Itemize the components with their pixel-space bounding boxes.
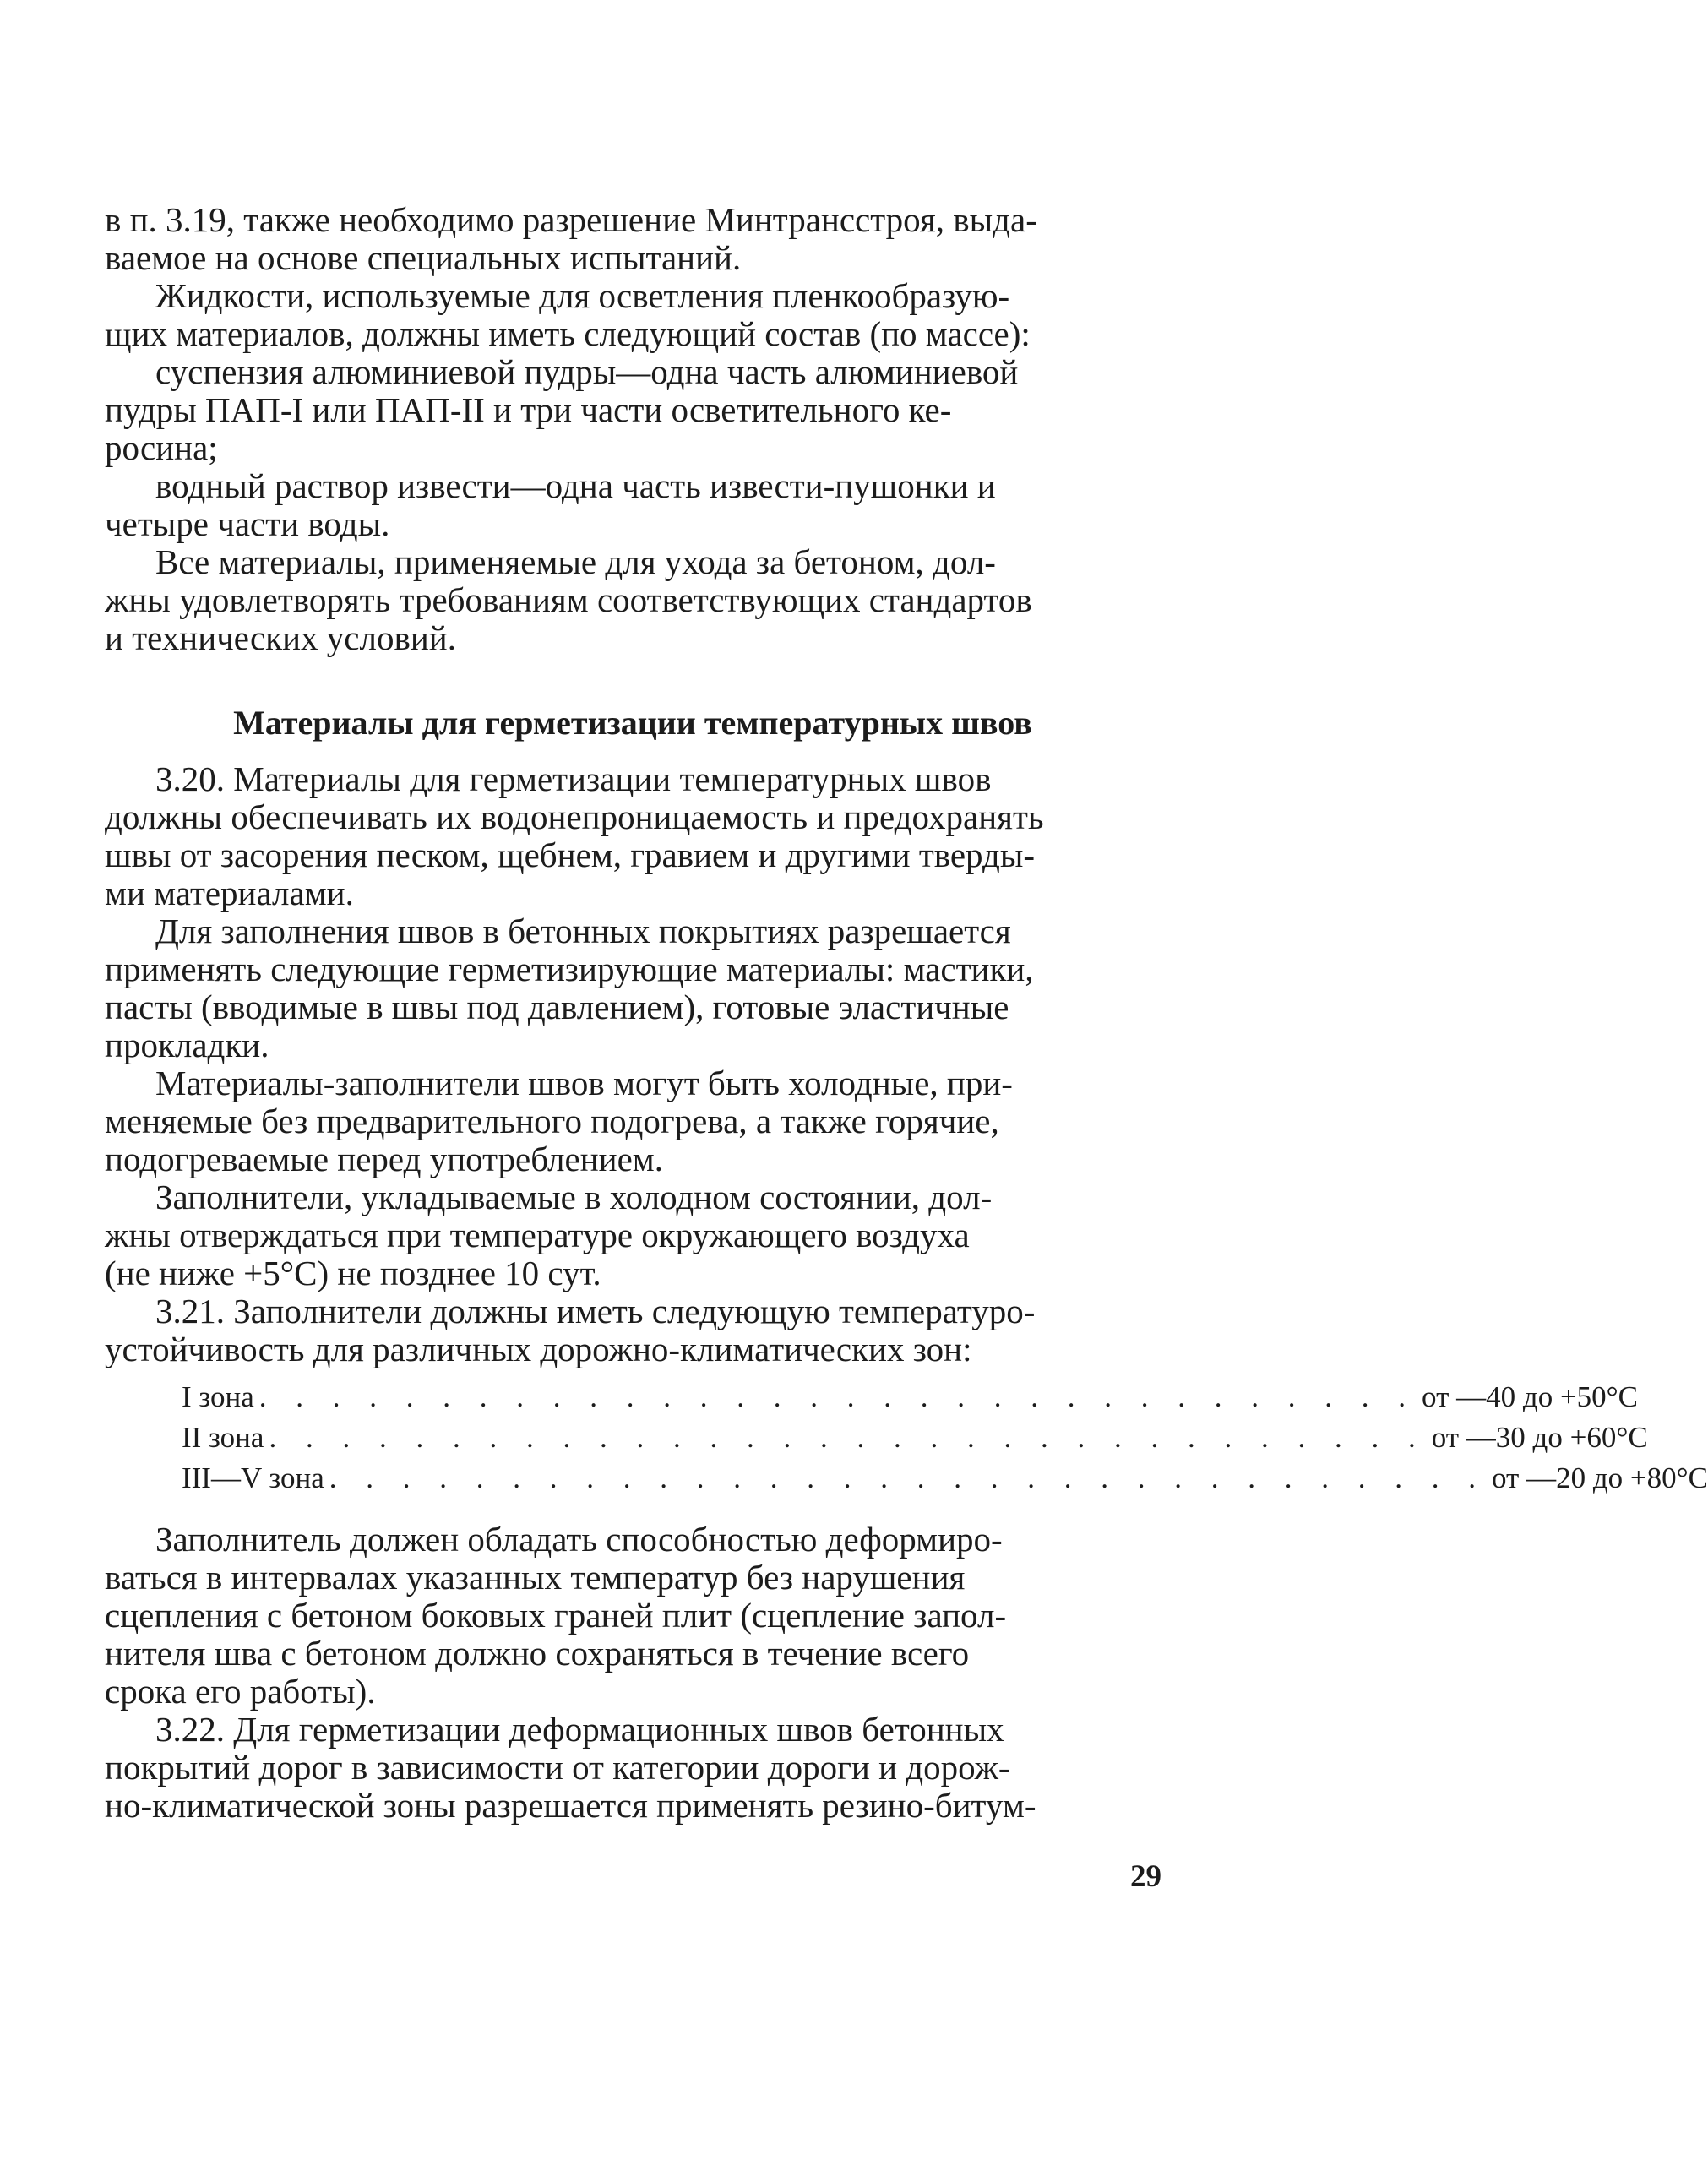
- leader-dots: . . . . . . . . . . . . . . . . . . . . . . . . . . . . . . . .: [329, 1461, 1487, 1494]
- paragraph-filling-joints: Для заполнения швов в бетонных покрытиях разрешается применять следующие герметизирующие материалы: мастики, пасты (вводимые в швы под давлением), готовые эластичные прокладки.: [105, 911, 1034, 1064]
- zone-row: [182, 1458, 1708, 1499]
- paragraph-liquids: Жидкости, используемые для осветления пленкообразую- щих материалов, должны иметь следующий состав (по массе):: [105, 276, 1031, 353]
- paragraph-cold-fillers: Заполнители, укладываемые в холодном состоянии, дол- жны отверждаться при температуре окружающего воздуха (не ниже +5°С) не позднее 10 сут.: [105, 1178, 993, 1292]
- paragraph-lime-solution: водный раствор извести—одна часть извести-пушонки и четыре части воды.: [105, 466, 996, 543]
- zone-name: I зона: [182, 1380, 254, 1413]
- paragraph-3-20: 3.20. Материалы для герметизации температурных швов должны обеспечивать их водонепроницаемость и предохранять швы от засорения песком, щебнем, гравием и другими тверды- ми материалами.: [105, 759, 1044, 912]
- zone-name: II зона: [182, 1421, 264, 1454]
- paragraph-3-22: 3.22. Для герметизации деформационных швов бетонных покрытий дорог в зависимости от категории дороги и дорож- но-климатической зоны разрешается применять резино-битум-: [105, 1710, 1036, 1825]
- zone-temperature-list: [182, 1377, 1708, 1499]
- paragraph-all-materials: Все материалы, применяемые для ухода за бетоном, дол- жны удовлетворять требованиям соответствующих стандартов и технических условий.: [105, 542, 1032, 657]
- paragraph-aluminium-suspension: суспензия алюминиевой пудры—одна часть алюминиевой пудры ПАП-I или ПАП-II и три части осветительного ке- росина;: [105, 352, 1019, 467]
- paragraph-deformation: Заполнитель должен обладать способностью деформиро- ваться в интервалах указанных температур без нарушения сцепления с бетоном боковых граней плит (сцепление запол- нителя шва с бетоном должно сохраняться в течение всего срока его работы).: [105, 1520, 1007, 1711]
- zone-name: III—V зона: [182, 1461, 324, 1494]
- page-number: 29: [1130, 1859, 1161, 1894]
- leader-dots: . . . . . . . . . . . . . . . . . . . . . . . . . . . . . . . .: [269, 1421, 1427, 1454]
- paragraph-filler-types: Материалы-заполнители швов могут быть холодные, при- меняемые без предварительного подогрева, а также горячие, подогреваемые перед употреблением.: [105, 1064, 1013, 1178]
- zone-range: от —20 до +80°С: [1492, 1461, 1708, 1494]
- zone-range: от —30 до +60°С: [1431, 1421, 1648, 1454]
- paragraph-3-21: 3.21. Заполнители должны иметь следующую температуро- устойчивость для различных дорожно-климатических зон:: [105, 1292, 1036, 1368]
- zone-row: [182, 1377, 1639, 1417]
- leader-dots: . . . . . . . . . . . . . . . . . . . . . . . . . . . . . . . .: [258, 1380, 1417, 1413]
- paragraph-3-19-end: в п. 3.19, также необходимо разрешение Минтрансстроя, выда- ваемое на основе специальных испытаний.: [105, 200, 1037, 277]
- zone-row: [182, 1417, 1648, 1458]
- zone-range: от —40 до +50°С: [1422, 1380, 1639, 1413]
- section-heading: Материалы для герметизации температурных швов: [233, 704, 1032, 742]
